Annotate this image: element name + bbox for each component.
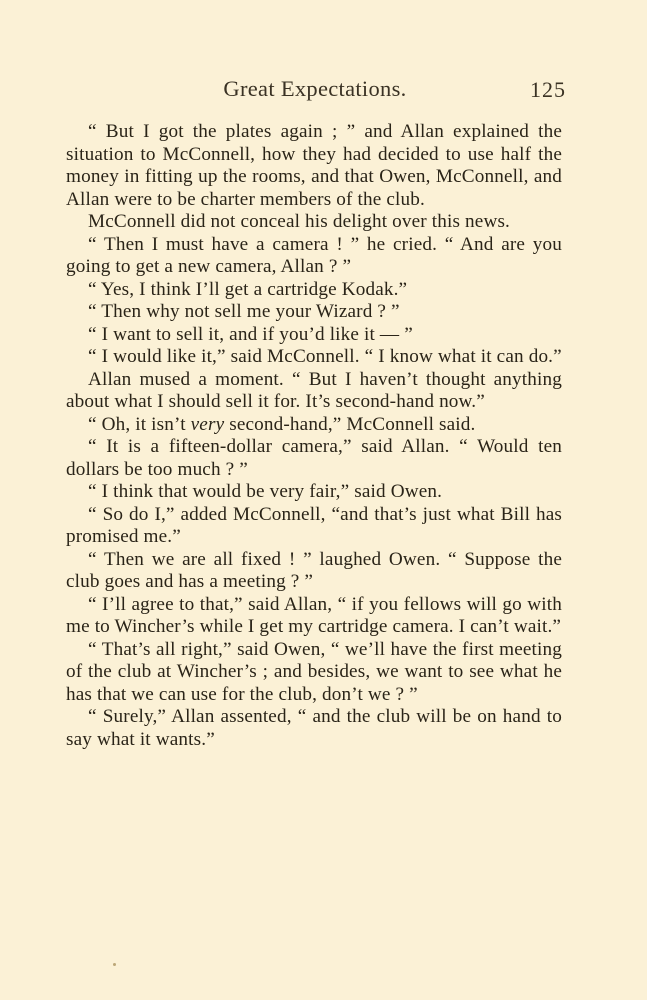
paragraph: McConnell did not conceal his delight over this news.: [88, 211, 511, 232]
paragraph: “ Surely,” Allan assented, “ and the club will be on hand to say what it wants.”: [66, 706, 562, 750]
paragraph: “ I want to sell it, and if you’d like it — ”: [88, 323, 413, 345]
paper-speck: [113, 963, 116, 966]
paragraph: “ So do I,” added McConnell, “and that’s just what Bill has promised me.”: [66, 503, 562, 547]
paragraph: “ That’s all right,” said Owen, “ we’ll have the first meeting of the club at Wincher’s ; and besides, we want to see what he has that we can use for the club, don’t we ? ”: [66, 638, 562, 705]
paragraph: Allan mused a moment. “ But I haven’t thought anything about what I should sell it for. It’s second-hand now.”: [66, 368, 562, 412]
paragraph: “ But I got the plates again ; ” and Allan explained the situation to McConnell, how they had decided to use half the money in fitting up the rooms, and that Owen, McConnell, and Allan were to be charter members of the club.: [66, 121, 562, 210]
paragraph: “ Then I must have a camera ! ” he cried. “ And are you going to get a new camera, Allan ? ”: [66, 233, 562, 277]
paragraph: [66, 414, 562, 437]
paragraph: “ It is a fifteen-dollar camera,” said Allan. “ Would ten dollars be too much ? ”: [66, 436, 562, 480]
paragraph-text: “ Oh, it isn’t: [88, 413, 191, 435]
running-title: Great Expectations.: [223, 76, 407, 101]
paragraph: “ I think that would be very fair,” said Owen.: [88, 481, 443, 502]
paragraph: “ I would like it,” said McConnell. “ I know what it can do.”: [88, 346, 562, 367]
paragraph-text: second-hand,” McConnell said.: [224, 413, 476, 435]
emphasized-word: very: [190, 413, 225, 435]
page-number: 125: [530, 77, 566, 102]
paragraph: “ I’ll agree to that,” said Allan, “ if you fellows will go with me to Wincher’s while I get my cartridge camera. I can’t wait.”: [66, 593, 562, 637]
body-text: [66, 121, 562, 751]
paragraph: “ Then we are all fixed ! ” laughed Owen. “ Suppose the club goes and has a meeting ? ”: [66, 548, 562, 592]
running-head: [66, 76, 564, 106]
paragraph: “ Then why not sell me your Wizard ? ”: [88, 301, 400, 322]
paragraph: “ Yes, I think I’ll get a cartridge Kodak.”: [88, 278, 408, 300]
